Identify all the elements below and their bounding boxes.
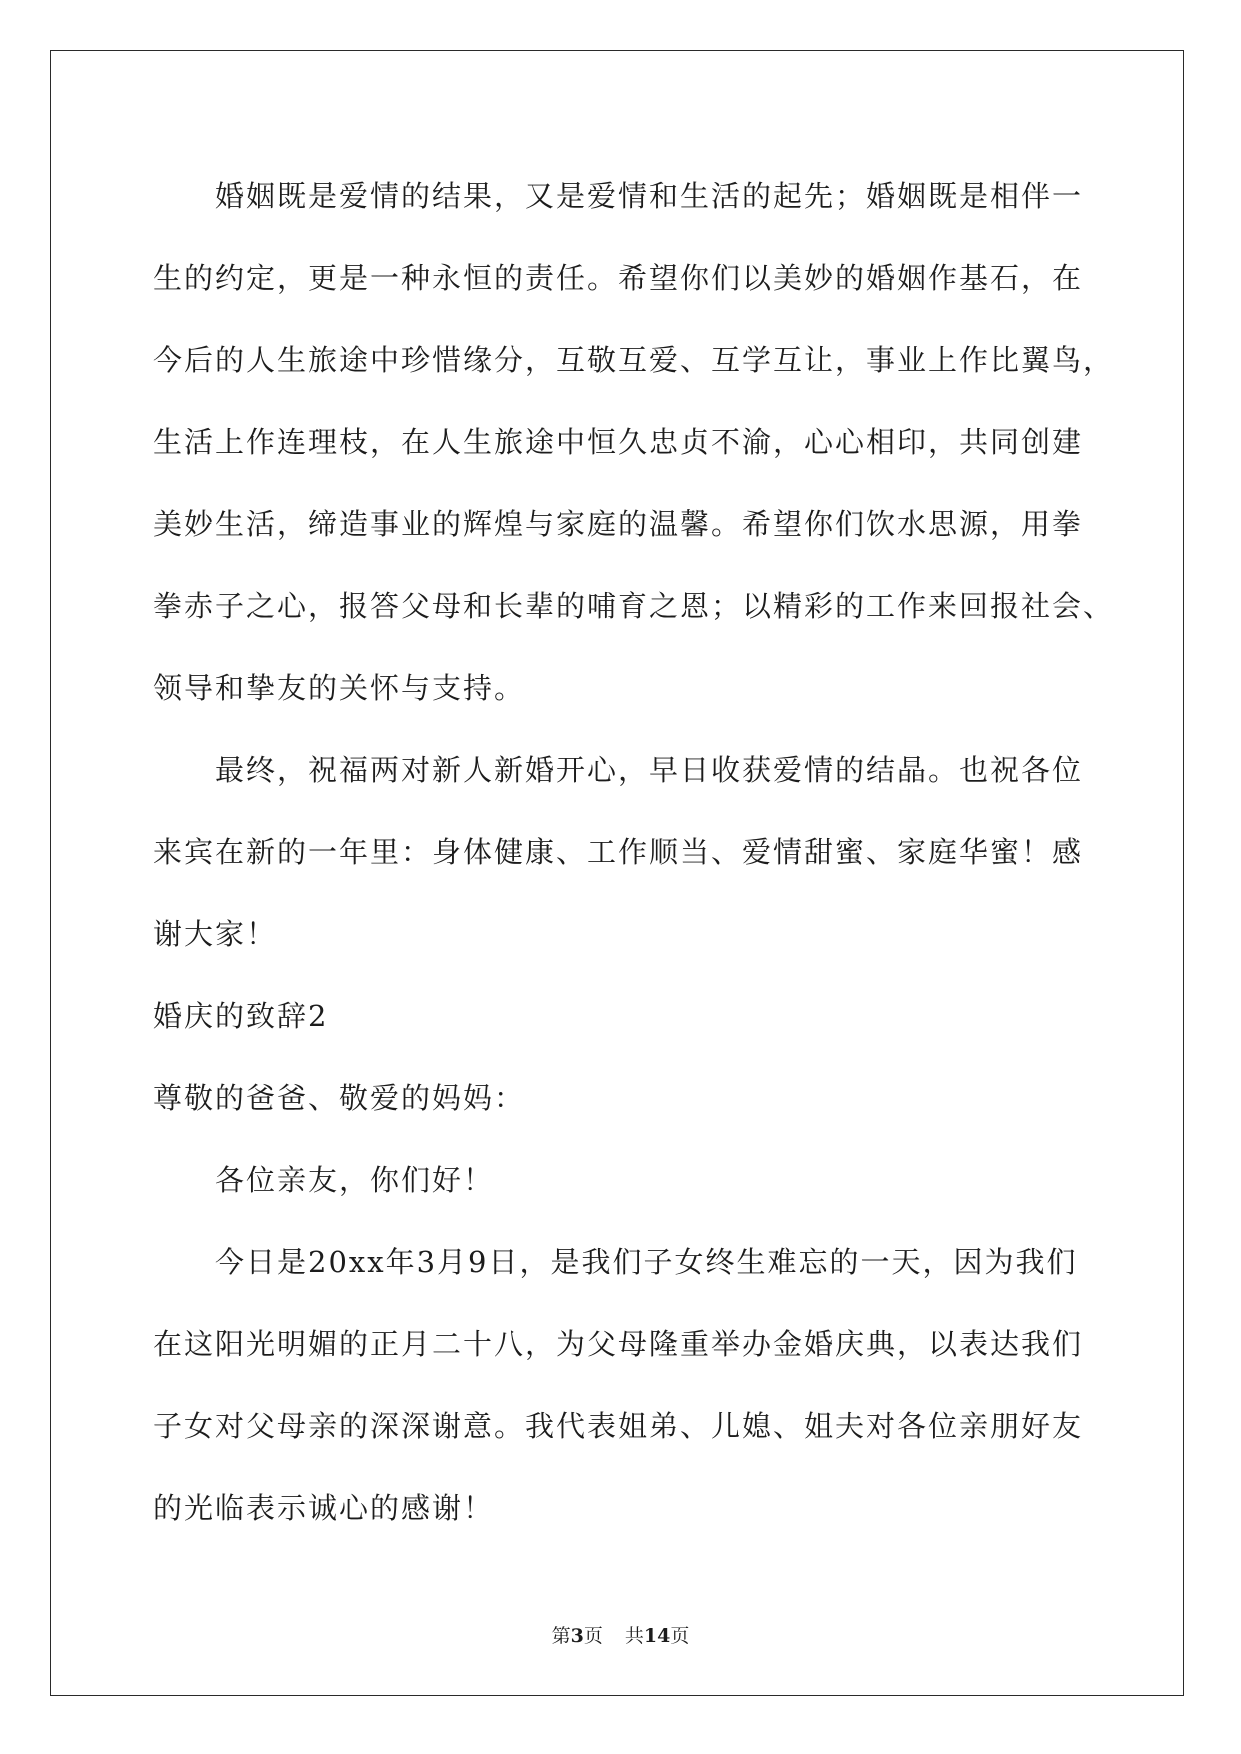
text-line: 最终，祝福两对新人新婚开心，早日收获爱情的结晶。也祝各位 [215, 753, 1084, 787]
page-footer [0, 1621, 1241, 1648]
text-line: 美妙生活，缔造事业的辉煌与家庭的温馨。希望你们饮水思源，用拳 [153, 507, 1084, 541]
text-line: 生的约定，更是一种永恒的责任。希望你们以美妙的婚姻作基石，在 [153, 261, 1084, 295]
text-line: 来宾在新的一年里：身体健康、工作顺当、爱情甜蜜、家庭华蜜！感 [153, 835, 1084, 869]
text-line: 生活上作连理枝，在人生旅途中恒久忠贞不渝，心心相印，共同创建 [153, 425, 1084, 459]
paragraph-3 [153, 1139, 1088, 1221]
text-line: 今后的人生旅途中珍惜缘分，互敬互爱、互学互让，事业上作比翼鸟， [153, 343, 1115, 377]
footer-page-suffix: 页 [583, 1625, 603, 1647]
text-line: 各位亲友，你们好！ [215, 1163, 495, 1197]
text-line: 今日是20xx年3月9日，是我们子女终生难忘的一天，因为我们 [215, 1245, 1078, 1279]
total-pages: 14 [643, 1625, 671, 1647]
text-line: 婚姻既是爱情的结果，又是爱情和生活的起先；婚姻既是相伴一 [215, 179, 1084, 213]
text-line: 谢大家！ [153, 917, 278, 951]
section-heading [153, 975, 1088, 1057]
footer-total-suffix: 页 [670, 1625, 690, 1647]
page-number: 3 [570, 1625, 584, 1647]
salutation-text: 尊敬的爸爸、敬爱的妈妈： [153, 1081, 526, 1115]
text-line: 在这阳光明媚的正月二十八，为父母隆重举办金婚庆典，以表达我们 [153, 1327, 1084, 1361]
paragraph-1 [153, 155, 1115, 729]
footer-prefix: 第 [551, 1625, 571, 1647]
document-body [153, 155, 1115, 1549]
heading-text: 婚庆的致辞2 [153, 999, 329, 1033]
text-line: 的光临表示诚心的感谢！ [153, 1491, 495, 1525]
footer-total-prefix: 共 [624, 1625, 644, 1647]
text-line: 领导和挚友的关怀与支持。 [153, 671, 526, 705]
text-line: 拳赤子之心，报答父母和长辈的哺育之恩；以精彩的工作来回报社会、 [153, 589, 1115, 623]
paragraph-4 [153, 1221, 1088, 1549]
paragraph-2 [153, 729, 1088, 975]
salutation [153, 1057, 1088, 1139]
text-line: 子女对父母亲的深深谢意。我代表姐弟、儿媳、姐夫对各位亲朋好友 [153, 1409, 1084, 1443]
